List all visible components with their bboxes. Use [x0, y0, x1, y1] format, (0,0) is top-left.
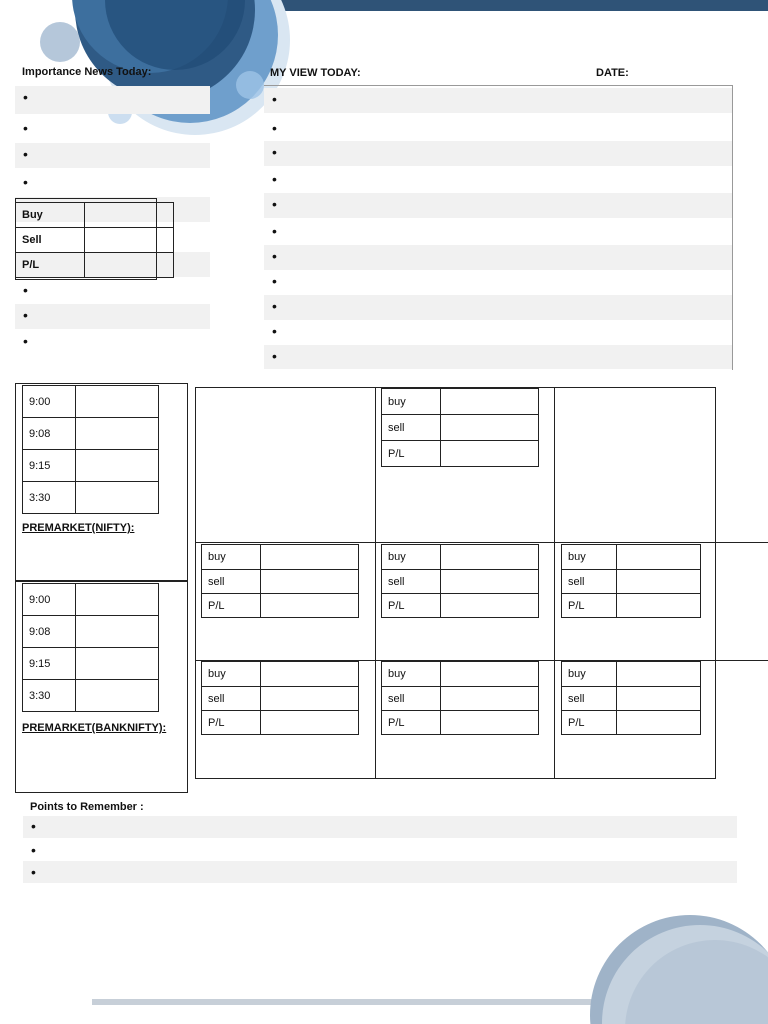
view-row[interactable]: •	[264, 193, 732, 218]
trade-table	[561, 544, 701, 618]
news-row[interactable]: •	[15, 86, 210, 114]
trade-input[interactable]	[441, 389, 539, 415]
trade-table	[381, 544, 539, 618]
time-input[interactable]	[76, 584, 159, 616]
view-row[interactable]: •	[272, 171, 277, 187]
footer-bar	[92, 999, 612, 1005]
news-heading: Importance News Today:	[22, 66, 152, 78]
trade-input[interactable]	[441, 594, 539, 618]
trade-input[interactable]	[441, 570, 539, 594]
view-row[interactable]: •	[264, 345, 732, 369]
trade-input[interactable]	[261, 570, 359, 594]
news-row[interactable]: •	[23, 282, 28, 298]
grid-divider	[195, 542, 768, 543]
date-label: DATE:	[596, 67, 629, 79]
trade-input[interactable]	[617, 711, 701, 735]
trade-input[interactable]	[441, 687, 539, 711]
points-heading: Points to Remember :	[30, 801, 144, 813]
time-cell: 3:30	[23, 482, 76, 514]
time-cell: 9:08	[23, 616, 76, 648]
trade-label-buy: buy	[382, 389, 441, 415]
view-row[interactable]: •	[264, 88, 732, 113]
time-cell: 9:15	[23, 450, 76, 482]
trade-input[interactable]	[261, 711, 359, 735]
trade-label-pl: P/L	[562, 594, 617, 618]
trade-label-pl: P/L	[202, 711, 261, 735]
trade-label-sell: sell	[562, 570, 617, 594]
view-row[interactable]: •	[264, 295, 732, 320]
points-row[interactable]: •	[23, 816, 737, 838]
grid-divider	[375, 387, 376, 778]
trade-label-sell: Sell	[16, 228, 85, 253]
time-input[interactable]	[76, 450, 159, 482]
trade-label-sell: sell	[382, 570, 441, 594]
trade-table	[201, 544, 359, 618]
trade-input[interactable]	[441, 662, 539, 687]
trade-label-buy: buy	[202, 545, 261, 570]
premarket-banknifty-label: PREMARKET(BANKNIFTY):	[22, 722, 167, 734]
trade-label-sell: sell	[382, 687, 441, 711]
trade-label-buy: buy	[562, 545, 617, 570]
trade-label-sell: sell	[202, 687, 261, 711]
trade-label-buy: buy	[562, 662, 617, 687]
trade-input[interactable]	[617, 662, 701, 687]
news-row[interactable]: •	[23, 120, 28, 136]
time-cell: 9:15	[23, 648, 76, 680]
trade-label-buy: buy	[382, 545, 441, 570]
header-bar	[270, 0, 768, 11]
grid-divider	[554, 387, 555, 778]
view-row[interactable]: •	[272, 120, 277, 136]
trade-input[interactable]	[617, 570, 701, 594]
time-cell: 9:00	[23, 386, 76, 418]
trade-input[interactable]	[441, 711, 539, 735]
points-row[interactable]: •	[23, 861, 737, 883]
time-input[interactable]	[76, 482, 159, 514]
trade-label-pl: P/L	[202, 594, 261, 618]
trade-label-sell: sell	[382, 415, 441, 441]
trade-input[interactable]	[441, 441, 539, 467]
trade-input[interactable]	[261, 594, 359, 618]
trade-input[interactable]	[261, 545, 359, 570]
time-cell: 9:08	[23, 418, 76, 450]
news-trade-frame	[15, 198, 157, 280]
premarket-nifty-label: PREMARKET(NIFTY):	[22, 522, 135, 534]
trade-label-sell: sell	[562, 687, 617, 711]
trade-input[interactable]	[261, 662, 359, 687]
nifty-time-table	[22, 385, 159, 514]
trade-label-pl: P/L	[382, 441, 441, 467]
view-row[interactable]: •	[272, 223, 277, 239]
trade-table	[561, 661, 701, 735]
time-input[interactable]	[76, 386, 159, 418]
points-row[interactable]: •	[31, 842, 36, 858]
trade-label-buy: Buy	[16, 203, 85, 228]
news-row[interactable]: •	[15, 143, 210, 168]
trade-input[interactable]	[441, 545, 539, 570]
trade-label-sell: sell	[202, 570, 261, 594]
trade-input[interactable]	[441, 415, 539, 441]
view-row[interactable]: •	[264, 245, 732, 270]
trade-input[interactable]	[617, 594, 701, 618]
view-heading: MY VIEW TODAY:	[270, 67, 361, 79]
view-row[interactable]: •	[272, 323, 277, 339]
time-cell: 9:00	[23, 584, 76, 616]
view-row[interactable]: •	[264, 141, 732, 166]
footer-circle-decoration	[560, 905, 768, 1024]
trade-input[interactable]	[261, 687, 359, 711]
trade-label-pl: P/L	[382, 711, 441, 735]
trade-label-pl: P/L	[382, 594, 441, 618]
trade-label-pl: P/L	[16, 253, 85, 278]
trade-label-pl: P/L	[562, 711, 617, 735]
trade-input[interactable]	[617, 687, 701, 711]
news-row[interactable]: •	[23, 333, 28, 349]
trade-label-buy: buy	[382, 662, 441, 687]
trade-table	[201, 661, 359, 735]
trade-label-buy: buy	[202, 662, 261, 687]
time-cell: 3:30	[23, 680, 76, 712]
trade-table	[381, 388, 539, 467]
time-input[interactable]	[76, 680, 159, 712]
time-input[interactable]	[76, 616, 159, 648]
news-row[interactable]: •	[23, 174, 28, 190]
view-row[interactable]: •	[272, 273, 277, 289]
trade-input[interactable]	[617, 545, 701, 570]
news-row[interactable]: •	[15, 304, 210, 329]
trade-table	[381, 661, 539, 735]
time-input[interactable]	[76, 418, 159, 450]
banknifty-time-table	[22, 583, 159, 712]
time-input[interactable]	[76, 648, 159, 680]
